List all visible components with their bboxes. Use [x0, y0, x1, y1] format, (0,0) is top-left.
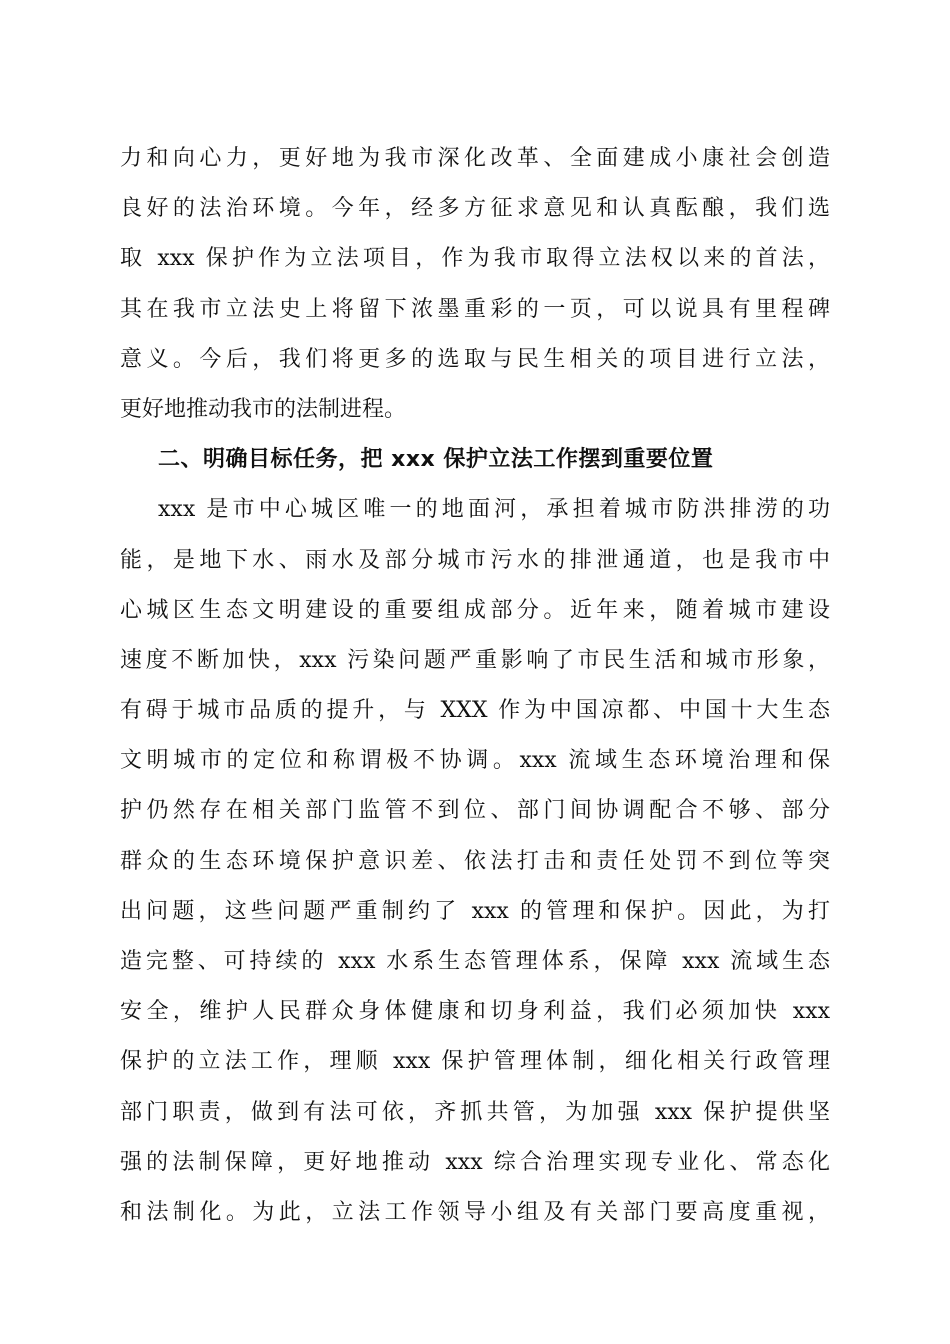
text-line: 取 xxx 保护作为立法项目，作为我市取得立法权以来的首法， [120, 246, 830, 272]
text-line: xxx 是市中心城区唯一的地面河，承担着城市防洪排涝的功 [158, 497, 830, 523]
text-line: 能，是地下水、雨水及部分城市污水的排泄通道，也是我市中 [120, 547, 830, 573]
text-line: 出问题，这些问题严重制约了 xxx 的管理和保护。因此，为打 [120, 898, 830, 924]
text-line: 心城区生态文明建设的重要组成部分。近年来，随着城市建设 [120, 597, 830, 623]
text-line: 其在我市立法史上将留下浓墨重彩的一页，可以说具有里程碑 [120, 296, 830, 322]
text-line: 良好的法治环境。今年，经多方征求意见和认真酝酿，我们选 [120, 196, 830, 222]
section-paragraph [120, 485, 830, 1238]
text-line: 群众的生态环境保护意识差、依法打击和责任处罚不到位等突 [120, 848, 830, 874]
text-line: 力和向心力，更好地为我市深化改革、全面建成小康社会创造 [120, 146, 830, 171]
text-line: 更好地推动我市的法制进程。 [120, 396, 407, 422]
text-line: 和法制化。为此，立法工作领导小组及有关部门要高度重视， [120, 1199, 830, 1225]
text-line: 造完整、可持续的 xxx 水系生态管理体系，保障 xxx 流域生态 [120, 949, 830, 974]
text-line: 部门职责，做到有法可依，齐抓共管，为加强 xxx 保护提供坚 [120, 1099, 830, 1125]
text-line: 文明城市的定位和称谓极不协调。xxx 流域生态环境治理和保 [120, 748, 830, 774]
document-body [120, 134, 830, 1238]
text-line: 保护的立法工作，理顺 xxx 保护管理体制，细化相关行政管理 [120, 1049, 830, 1075]
text-line: 速度不断加快，xxx 污染问题严重影响了市民生活和城市形象， [120, 647, 830, 673]
section-heading: 二、明确目标任务，把 xxx 保护立法工作摆到重要位置 [158, 447, 714, 473]
paragraph-continuation [120, 134, 830, 435]
text-line: 意义。今后，我们将更多的选取与民生相关的项目进行立法， [120, 346, 830, 372]
text-line: 安全，维护人民群众身体健康和切身利益，我们必须加快 xxx [120, 999, 830, 1025]
text-line: 护仍然存在相关部门监管不到位、部门间协调配合不够、部分 [120, 798, 830, 824]
text-line: 有碍于城市品质的提升，与 XXX 作为中国凉都、中国十大生态 [120, 698, 830, 724]
text-line: 强的法制保障，更好地推动 xxx 综合治理实现专业化、常态化 [120, 1149, 830, 1175]
